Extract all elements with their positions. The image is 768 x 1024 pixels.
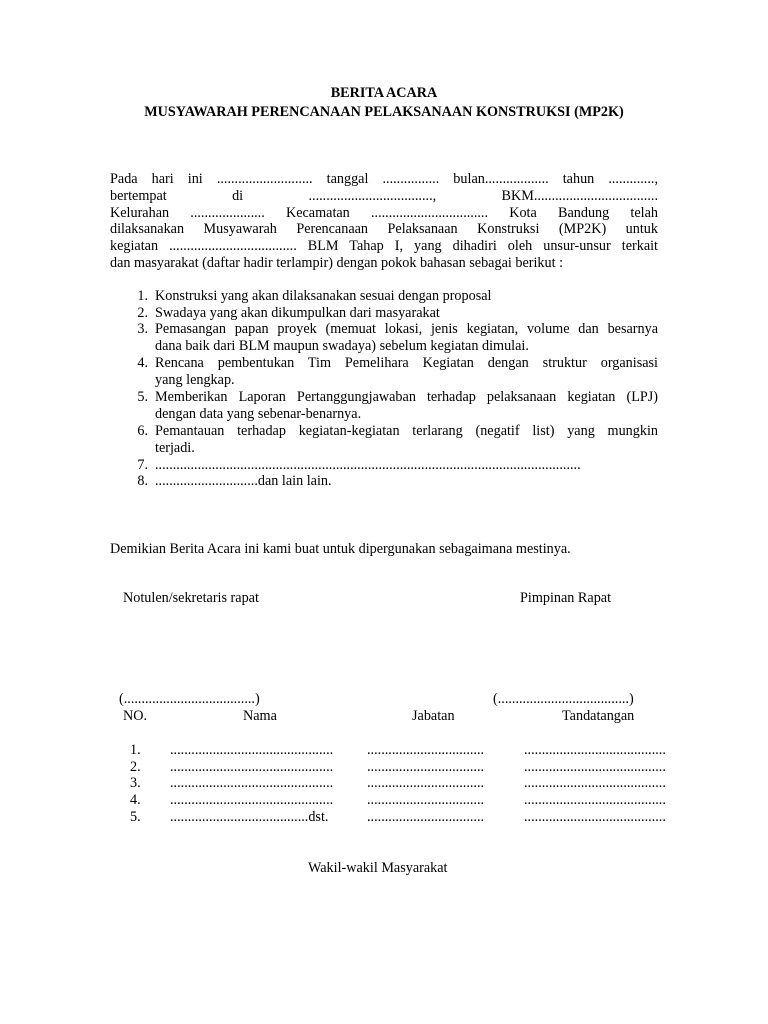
agenda-item-text: Konstruksi yang akan dilaksanakan sesuai dengan proposal: [155, 288, 492, 304]
row-signature-blank: ........................................: [524, 742, 666, 758]
agenda-number: 7.: [137, 457, 148, 473]
chair-signature-blank: (.....................................): [493, 691, 634, 707]
agenda-item-text: Pemantauan terhadap kegiatan-kegiatan terlarang (negatif list) yang mungkin: [155, 423, 658, 439]
row-number: 3.: [130, 775, 141, 791]
closing-statement: Demikian Berita Acara ini kami buat untuk dipergunakan sebagaimana mestinya.: [110, 541, 571, 557]
opening-line-4: dilaksanakan Musyawarah Perencanaan Pelaksanaan Konstruksi (MP2K) untuk: [110, 221, 658, 237]
row-number: 1.: [130, 742, 141, 758]
agenda-number: 6.: [137, 423, 148, 439]
row-signature-blank: ........................................: [524, 809, 666, 825]
opening-line-3: Kelurahan ..................... Kecamatan ................................. Kota Bandung telah: [110, 205, 658, 221]
document-title: BERITA ACARA: [330, 85, 438, 101]
row-name-blank: ..............................................: [170, 775, 334, 791]
row-name-blank: ..............................................: [170, 759, 334, 775]
row-name-blank: ..............................................: [170, 742, 334, 758]
opening-line-5: kegiatan .................................... BLM Tahap I, yang dihadiri oleh unsur-unsur terkait: [110, 238, 658, 254]
agenda-item-text: yang lengkap.: [155, 372, 235, 388]
opening-line-2: bertempat di ..................................., BKM...................................: [110, 188, 658, 204]
agenda-item-text: Pemasangan papan proyek (memuat lokasi, jenis kegiatan, volume dan besarnya: [155, 321, 658, 337]
agenda-number: 3.: [137, 321, 148, 337]
row-name-blank: .......................................dst.: [170, 809, 329, 825]
row-position-blank: .................................: [367, 792, 485, 808]
secretary-signature-blank: (.....................................): [119, 691, 260, 707]
column-header-signature: Tandatangan: [562, 708, 635, 724]
column-header-no: NO.: [123, 708, 148, 724]
agenda-number: 5.: [137, 389, 148, 405]
row-number: 2.: [130, 759, 141, 775]
community-representatives-label: Wakil-wakil Masyarakat: [308, 860, 448, 876]
row-signature-blank: ........................................: [524, 775, 666, 791]
agenda-number: 4.: [137, 355, 148, 371]
agenda-item-text: .............................dan lain lain.: [155, 473, 332, 489]
row-signature-blank: ........................................: [524, 759, 666, 775]
agenda-number: 1.: [137, 288, 148, 304]
agenda-item-text: Memberikan Laporan Pertanggungjawaban terhadap pelaksanaan kegiatan (LPJ): [155, 389, 658, 405]
row-name-blank: ..............................................: [170, 792, 334, 808]
agenda-item-text: dana baik dari BLM maupun swadaya) sebelum kegiatan dimulai.: [155, 338, 529, 354]
agenda-item-text: dengan data yang sebenar-benarnya.: [155, 406, 362, 422]
row-position-blank: .................................: [367, 742, 485, 758]
agenda-number: 2.: [137, 305, 148, 321]
row-position-blank: .................................: [367, 759, 485, 775]
column-header-position: Jabatan: [412, 708, 455, 724]
row-position-blank: .................................: [367, 775, 485, 791]
row-signature-blank: ........................................: [524, 792, 666, 808]
chair-role-label: Pimpinan Rapat: [520, 590, 612, 606]
secretary-role-label: Notulen/sekretaris rapat: [123, 590, 259, 606]
row-position-blank: .................................: [367, 809, 485, 825]
column-header-name: Nama: [243, 708, 277, 724]
agenda-item-text: ........................................................................................................................: [155, 457, 581, 473]
opening-line-1: Pada hari ini ........................... tanggal ................ bulan.................. tahun .............,: [110, 171, 658, 187]
agenda-item-text: Rencana pembentukan Tim Pemelihara Kegiatan dengan struktur organisasi: [155, 355, 658, 371]
opening-line-6: dan masyarakat (daftar hadir terlampir) dengan pokok bahasan sebagai berikut :: [110, 255, 564, 271]
row-number: 4.: [130, 792, 141, 808]
row-number: 5.: [130, 809, 141, 825]
document-subtitle: MUSYAWARAH PERENCANAAN PELAKSANAAN KONSTRUKSI (MP2K): [144, 104, 624, 120]
agenda-item-text: Swadaya yang akan dikumpulkan dari masyarakat: [155, 305, 440, 321]
agenda-item-text: terjadi.: [155, 440, 195, 456]
agenda-number: 8.: [137, 473, 148, 489]
